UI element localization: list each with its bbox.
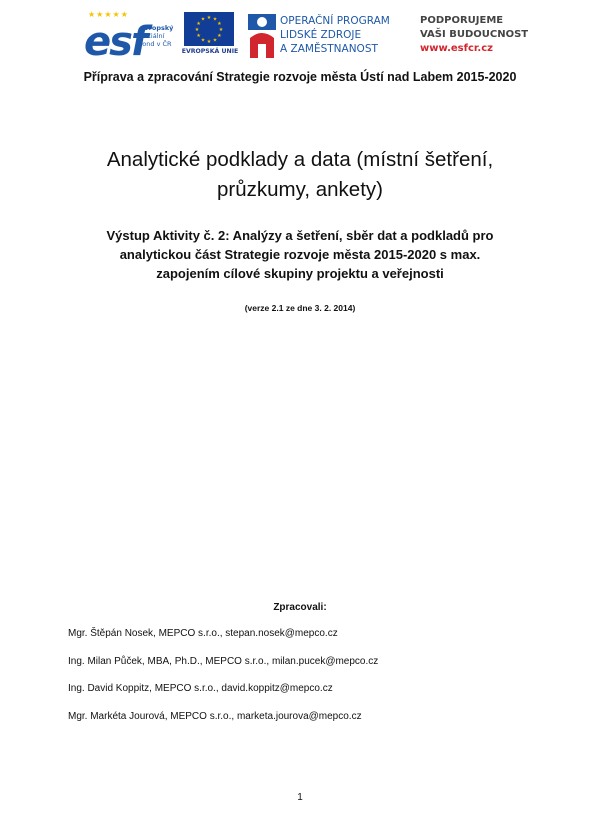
support-line1: PODPORUJEME — [420, 15, 504, 26]
svg-text:★: ★ — [196, 33, 201, 39]
svg-text:★: ★ — [218, 27, 224, 33]
eu-logo-caption: EVROPSKÁ UNIE — [181, 48, 239, 55]
op-lzz-line3: A ZAMĚSTNANOST — [280, 43, 378, 55]
version-note: (verze 2.1 ze dne 3. 2. 2014) — [244, 303, 356, 313]
support-url: www.esfcr.cz — [420, 43, 493, 54]
authors-list — [68, 627, 548, 737]
author-item: Ing. Milan Půček, MBA, Ph.D., MEPCO s.r.o., milan.pucek@mepco.cz — [68, 655, 379, 667]
esf-logo-letters: esf — [84, 19, 147, 65]
svg-text:★: ★ — [206, 39, 212, 45]
esf-caption-line2: sociální — [140, 32, 165, 40]
esf-caption-line1: evropský — [140, 24, 174, 32]
svg-text:★: ★ — [194, 27, 200, 33]
op-lzz-line2: LIDSKÉ ZDROJE — [280, 29, 362, 41]
eu-flag-icon — [184, 12, 234, 46]
svg-text:★: ★ — [206, 15, 212, 21]
running-title: Příprava a zpracování Strategie rozvoje města Ústí nad Labem 2015-2020 — [83, 70, 517, 84]
prepared-by-label: Zpracovali: — [273, 602, 327, 613]
svg-text:★: ★ — [200, 16, 206, 23]
esf-logo-caption — [140, 24, 190, 48]
page-title-line2: průzkumy, ankety) — [217, 178, 383, 201]
esf-logo — [84, 10, 174, 65]
author-item: Mgr. Štěpán Nosek, MEPCO s.r.o., stepan.nosek@mepco.cz — [68, 628, 338, 639]
subtitle — [70, 226, 530, 283]
svg-text:★: ★ — [200, 37, 206, 44]
svg-text:★: ★ — [196, 21, 201, 27]
page-title — [60, 145, 540, 205]
support-line2: VAŠI BUDOUCNOST — [420, 29, 529, 40]
svg-text:★: ★ — [212, 37, 218, 44]
op-lzz-text — [280, 14, 410, 56]
subtitle-line3: zapojením cílové skupiny projektu a veřejnosti — [156, 266, 444, 281]
page-title-line1: Analytické podklady a data (místní šetření, — [106, 148, 494, 171]
esf-stars-icon: ★★★★★ — [88, 10, 129, 19]
op-lzz-figure-icon — [248, 14, 276, 58]
author-item: Ing. David Koppitz, MEPCO s.r.o., david.koppitz@mepco.cz — [68, 683, 333, 694]
subtitle-line2: analytickou část Strategie rozvoje města 2015-2020 s max. — [119, 247, 481, 262]
svg-text:★: ★ — [212, 16, 218, 23]
eu-logo — [181, 12, 239, 62]
op-lzz-logo — [248, 12, 408, 62]
support-logo — [420, 14, 550, 56]
svg-text:★: ★ — [217, 21, 222, 27]
author-item: Mgr. Markéta Jourová, MEPCO s.r.o., marketa.jourova@mepco.cz — [68, 710, 362, 722]
svg-text:★: ★ — [217, 33, 222, 39]
op-lzz-line1: OPERAČNÍ PROGRAM — [280, 15, 390, 27]
subtitle-line1: Výstup Aktivity č. 2: Analýzy a šetření, sběr dat a podkladů pro — [106, 228, 494, 243]
page-number: 1 — [297, 792, 303, 803]
esf-caption-line3: fond v ČR — [140, 40, 172, 48]
